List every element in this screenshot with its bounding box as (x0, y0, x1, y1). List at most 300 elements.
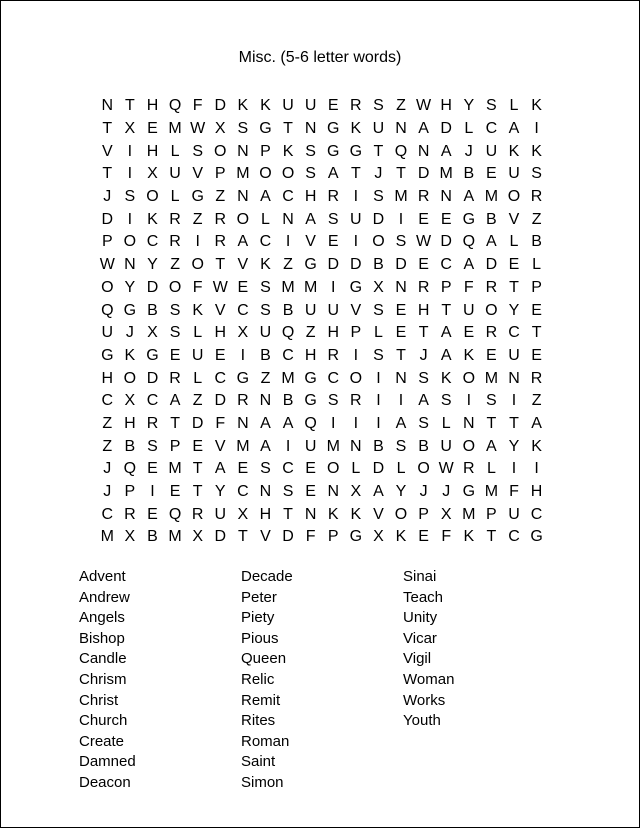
grid-letter: T (441, 301, 452, 319)
grid-letter: N (350, 437, 362, 455)
grid-letter: A (440, 346, 452, 364)
word-list-item: Create (79, 732, 125, 750)
grid-letter: E (463, 324, 475, 342)
grid-letter: K (531, 142, 542, 160)
grid-letter: J (464, 142, 473, 160)
grid-letter: C (508, 324, 520, 342)
grid-letter: U (259, 324, 272, 342)
grid-letter: D (214, 97, 227, 115)
word-list-item: Advent (79, 568, 126, 585)
grid-letter: C (237, 301, 249, 319)
grid-letter: V (260, 528, 271, 546)
grid-letter: K (531, 97, 542, 115)
grid-letter: Y (463, 97, 475, 115)
grid-letter: A (214, 460, 226, 478)
grid-letter: G (349, 142, 363, 160)
grid-letter: O (123, 369, 137, 387)
grid-letter: C (282, 346, 294, 364)
grid-row (96, 322, 548, 345)
word-list-item: Vigil (403, 650, 432, 668)
grid-letter: C (282, 460, 294, 478)
grid-letter: Q (123, 460, 137, 478)
grid-letter: N (237, 414, 249, 432)
grid-letter: Q (394, 142, 408, 160)
grid-letter: F (192, 278, 203, 296)
grid-letter: G (327, 142, 340, 160)
grid-letter: W (99, 256, 115, 274)
grid-letter: Z (102, 414, 113, 432)
grid-letter: O (191, 256, 204, 274)
grid-letter: X (373, 528, 384, 546)
grid-letter: K (350, 505, 362, 523)
grid-letter: P (440, 278, 452, 296)
grid-letter: S (373, 346, 384, 364)
grid-letter: E (327, 97, 339, 115)
grid-row (96, 481, 548, 504)
grid-letter: Q (168, 505, 182, 523)
grid-letter: S (418, 369, 429, 387)
grid-letter: S (373, 301, 384, 319)
grid-row (96, 277, 548, 300)
grid-letter: I (353, 414, 359, 432)
grid-letter: I (127, 210, 133, 228)
grid-letter: P (169, 437, 181, 455)
grid-letter: M (484, 188, 499, 206)
grid-letter: X (192, 528, 203, 546)
puzzle-title: Misc. (5-6 letter words) (238, 49, 402, 66)
grid-letter: B (531, 233, 542, 251)
grid-letter: G (123, 301, 137, 319)
grid-letter: O (214, 142, 227, 160)
grid-letter: D (327, 256, 340, 274)
grid-letter: G (349, 528, 363, 546)
grid-letter: K (237, 97, 249, 115)
grid-letter: O (281, 165, 295, 183)
grid-letter: E (486, 346, 497, 364)
grid-letter: F (215, 414, 226, 432)
grid-letter: E (418, 256, 429, 274)
word-list-item: Candle (79, 650, 127, 668)
grid-letter: Z (531, 392, 542, 410)
grid-letter: M (236, 437, 250, 455)
grid-letter: Z (215, 188, 226, 206)
grid-letter: E (169, 483, 181, 501)
grid-letter: M (439, 165, 453, 183)
grid-letter: O (327, 460, 340, 478)
grid-letter: C (146, 392, 159, 410)
grid-letter: N (327, 483, 340, 501)
grid-letter: B (373, 256, 384, 274)
grid-letter: T (373, 142, 384, 160)
grid-letter: R (169, 233, 181, 251)
grid-letter: I (534, 120, 539, 138)
grid-letter: M (462, 505, 476, 523)
grid-letter: V (214, 437, 226, 455)
grid-letter: I (127, 165, 133, 183)
grid-letter: C (327, 369, 340, 387)
grid-letter: H (327, 324, 340, 342)
grid-letter: T (396, 346, 406, 364)
grid-row (96, 526, 548, 549)
grid-letter: B (260, 346, 271, 364)
grid-letter: W (438, 460, 454, 478)
grid-letter: N (463, 414, 475, 432)
grid-letter: D (214, 392, 227, 410)
grid-letter: U (101, 324, 114, 342)
grid-letter: A (260, 414, 271, 432)
grid-row (96, 458, 548, 481)
grid-letter: J (103, 460, 112, 478)
word-list-column-3 (403, 567, 563, 732)
grid-letter: U (304, 437, 317, 455)
grid-letter: U (282, 97, 294, 115)
grid-letter: S (327, 210, 339, 228)
grid-letter: H (146, 142, 159, 160)
grid-letter: H (101, 369, 114, 387)
grid-letter: G (304, 256, 317, 274)
grid-letter: L (193, 324, 203, 342)
grid-letter: S (395, 233, 407, 251)
grid-letter: E (327, 233, 339, 251)
grid-letter: R (146, 414, 159, 432)
grid-letter: A (327, 165, 339, 183)
grid-row (96, 390, 548, 413)
grid-letter: D (191, 414, 204, 432)
grid-letter: B (124, 437, 136, 455)
grid-letter: I (534, 460, 539, 478)
grid-letter: I (376, 392, 381, 410)
grid-letter: R (327, 188, 340, 206)
grid-letter: N (304, 120, 317, 138)
grid-letter: K (147, 210, 158, 228)
grid-letter: W (416, 233, 432, 251)
grid-letter: R (327, 346, 340, 364)
grid-letter: L (464, 120, 474, 138)
grid-letter: I (331, 278, 336, 296)
grid-letter: X (237, 505, 249, 523)
grid-letter: K (395, 528, 407, 546)
grid-letter: O (485, 301, 498, 319)
grid-letter: S (192, 142, 203, 160)
grid-letter: B (373, 437, 384, 455)
grid-letter: I (353, 233, 359, 251)
grid-letter: T (125, 97, 135, 115)
grid-letter: Z (305, 324, 316, 342)
grid-letter: U (440, 437, 452, 455)
grid-letter: U (372, 120, 385, 138)
grid-letter: R (530, 369, 543, 387)
grid-letter: S (418, 414, 429, 432)
grid-letter: Z (192, 210, 203, 228)
grid-letter: L (193, 369, 203, 387)
grid-letter: E (305, 483, 316, 501)
grid-letter: Y (147, 256, 158, 274)
grid-letter: S (486, 97, 497, 115)
grid-row (96, 163, 548, 186)
grid-letter: S (169, 301, 181, 319)
grid-letter: D (372, 460, 385, 478)
grid-letter: L (261, 210, 270, 228)
grid-letter: M (281, 278, 295, 296)
grid-row (96, 186, 548, 209)
word-list-item: Woman (403, 670, 455, 688)
grid-letter: L (170, 188, 180, 206)
grid-letter: C (530, 505, 543, 523)
grid-letter: H (417, 301, 430, 319)
grid-letter: K (124, 346, 136, 364)
grid-letter: R (350, 392, 362, 410)
grid-letter: O (507, 188, 521, 206)
grid-letter: D (101, 210, 114, 228)
grid-letter: V (373, 505, 384, 523)
word-list-item: Christ (79, 691, 119, 709)
grid-letter: X (124, 392, 136, 410)
grid-letter: I (511, 392, 517, 410)
grid-letter: A (237, 233, 249, 251)
grid-letter: I (398, 392, 404, 410)
grid-letter: S (260, 460, 271, 478)
word-list-item: Deacon (79, 773, 131, 791)
grid-letter: P (327, 528, 339, 546)
grid-letter: G (304, 369, 317, 387)
grid-letter: U (508, 346, 520, 364)
grid-letter: P (101, 233, 113, 251)
grid-letter: C (440, 256, 452, 274)
grid-letter: I (353, 346, 359, 364)
grid-letter: E (214, 346, 226, 364)
grid-letter: A (282, 414, 294, 432)
grid-letter: N (395, 278, 407, 296)
grid-letter: I (511, 460, 517, 478)
grid-letter: E (147, 460, 158, 478)
grid-letter: T (531, 324, 542, 342)
word-list-item: Bishop (79, 629, 125, 647)
word-list-item: Damned (79, 753, 136, 771)
grid-letter: C (237, 483, 249, 501)
grid-letter: E (418, 210, 429, 228)
grid-letter: G (101, 346, 114, 364)
grid-row (96, 367, 548, 390)
grid-letter: W (212, 278, 228, 296)
grid-row (96, 299, 548, 322)
grid-letter: X (124, 528, 136, 546)
grid-letter: O (417, 460, 430, 478)
grid-letter: U (485, 142, 498, 160)
grid-letter: G (304, 392, 317, 410)
grid-row (96, 435, 548, 458)
grid-letter: S (169, 324, 181, 342)
grid-letter: N (395, 120, 407, 138)
grid-letter: E (486, 165, 497, 183)
grid-letter: I (353, 188, 359, 206)
grid-letter: R (169, 369, 181, 387)
grid-letter: K (463, 528, 475, 546)
grid-letter: H (259, 505, 272, 523)
grid-letter: E (395, 324, 407, 342)
grid-letter: S (486, 392, 497, 410)
grid-letter: F (192, 97, 203, 115)
grid-letter: R (485, 278, 498, 296)
grid-letter: C (485, 120, 498, 138)
grid-letter: C (259, 233, 272, 251)
grid-letter: H (530, 483, 543, 501)
grid-letter: B (418, 437, 429, 455)
word-list-item: Chrism (79, 670, 127, 688)
grid-letter: T (486, 528, 497, 546)
grid-letter: U (463, 301, 475, 319)
grid-letter: V (508, 210, 520, 228)
grid-letter: V (101, 142, 113, 160)
grid-letter: M (281, 369, 295, 387)
grid-letter: R (191, 505, 204, 523)
grid-letter: F (441, 528, 452, 546)
grid-letter: S (440, 392, 452, 410)
grid-letter: L (351, 460, 361, 478)
grid-letter: A (373, 483, 384, 501)
grid-letter: P (531, 278, 542, 296)
grid-letter: I (376, 369, 381, 387)
word-list-item: Andrew (79, 588, 130, 606)
grid-letter: X (350, 483, 362, 501)
grid-letter: J (103, 483, 112, 501)
grid-letter: C (214, 369, 227, 387)
grid-letter: J (374, 165, 383, 183)
grid-letter: Z (170, 256, 180, 274)
grid-letter: N (417, 142, 430, 160)
grid-letter: O (101, 278, 114, 296)
grid-letter: H (440, 97, 452, 115)
word-list-item: Remit (241, 691, 281, 709)
grid-letter: H (304, 346, 317, 364)
word-list-item: Church (79, 712, 128, 730)
grid-letter: I (240, 346, 246, 364)
grid-letter: U (169, 165, 181, 183)
grid-letter: I (195, 233, 200, 251)
grid-letter: U (508, 505, 520, 523)
grid-letter: O (349, 369, 363, 387)
grid-letter: I (127, 142, 133, 160)
grid-letter: L (373, 324, 383, 342)
grid-letter: D (417, 165, 430, 183)
grid-letter: G (462, 483, 476, 501)
grid-letter: A (486, 233, 497, 251)
grid-letter: P (214, 165, 226, 183)
grid-letter: G (146, 346, 159, 364)
grid-letter: D (214, 528, 227, 546)
word-list-item: Unity (403, 609, 438, 627)
grid-letter: I (285, 233, 291, 251)
word-list-item: Angels (79, 609, 125, 627)
grid-letter: D (350, 256, 362, 274)
grid-letter: E (192, 437, 203, 455)
grid-letter: X (214, 120, 226, 138)
grid-letter: B (147, 301, 158, 319)
grid-letter: D (440, 233, 452, 251)
grid-letter: C (282, 188, 294, 206)
grid-letter: C (101, 392, 114, 410)
grid-letter: A (395, 414, 407, 432)
grid-letter: B (463, 165, 475, 183)
grid-letter: M (100, 528, 114, 546)
grid-letter: K (508, 142, 520, 160)
grid-letter: G (191, 188, 204, 206)
grid-letter: N (282, 210, 294, 228)
word-list-item: Youth (403, 712, 441, 730)
grid-row (96, 118, 548, 141)
grid-letter: S (147, 437, 158, 455)
grid-letter: A (260, 188, 271, 206)
grid-letter: R (417, 188, 430, 206)
word-list-item: Decade (241, 568, 293, 585)
grid-letter: J (442, 483, 451, 501)
grid-letter: U (304, 97, 317, 115)
word-list-column-1 (79, 567, 239, 794)
grid-letter: R (124, 505, 136, 523)
grid-letter: D (282, 528, 294, 546)
grid-letter: P (124, 483, 136, 501)
grid-letter: U (350, 210, 362, 228)
grid-letter: M (236, 165, 250, 183)
word-list-item: Piety (241, 609, 275, 627)
grid-letter: S (373, 97, 384, 115)
grid-letter: S (373, 188, 384, 206)
grid-letter: I (398, 210, 404, 228)
grid-letter: G (530, 528, 543, 546)
grid-letter: A (440, 324, 452, 342)
grid-letter: P (350, 324, 362, 342)
grid-letter: I (285, 437, 291, 455)
grid-letter: I (150, 483, 155, 501)
grid-letter: X (147, 165, 158, 183)
grid-letter: T (215, 256, 226, 274)
grid-letter: Z (396, 97, 406, 115)
grid-letter: P (486, 505, 497, 523)
grid-letter: Q (304, 414, 317, 432)
word-list-item: Simon (241, 773, 284, 791)
grid-letter: R (214, 233, 227, 251)
grid-letter: R (169, 210, 181, 228)
grid-letter: H (146, 97, 159, 115)
grid-letter: B (282, 301, 294, 319)
grid-letter: W (190, 120, 206, 138)
grid-letter: O (168, 278, 182, 296)
grid-letter: T (509, 414, 519, 432)
grid-letter: E (169, 346, 181, 364)
grid-letter: E (440, 210, 452, 228)
grid-letter: R (485, 324, 498, 342)
grid-letter: O (394, 505, 408, 523)
grid-letter: E (508, 256, 520, 274)
grid-letter: V (214, 301, 226, 319)
grid-letter: T (102, 165, 113, 183)
grid-letter: K (282, 142, 294, 160)
grid-letter: K (440, 369, 452, 387)
grid-letter: A (440, 142, 452, 160)
grid-letter: M (394, 188, 408, 206)
grid-letter: Z (283, 256, 293, 274)
grid-letter: S (305, 142, 316, 160)
grid-letter: T (237, 528, 248, 546)
word-list-item: Peter (241, 588, 277, 606)
grid-letter: O (462, 369, 476, 387)
grid-letter: M (168, 460, 182, 478)
grid-letter: H (214, 324, 227, 342)
grid-letter: P (418, 505, 429, 523)
grid-letter: R (530, 188, 543, 206)
grid-letter: K (260, 256, 271, 274)
grid-letter: Z (102, 437, 113, 455)
grid-letter: G (327, 120, 340, 138)
